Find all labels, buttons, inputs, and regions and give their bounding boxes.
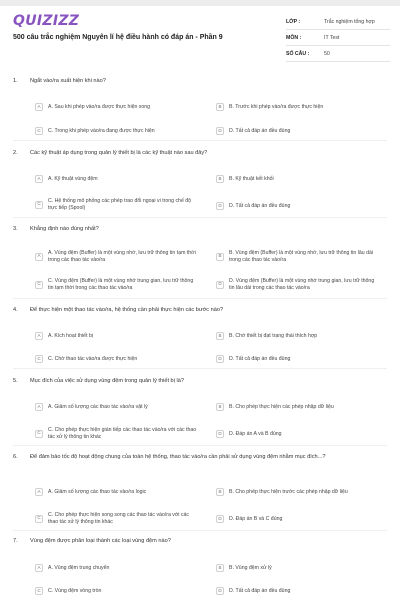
question-number: 3.	[13, 226, 18, 232]
divider	[13, 298, 387, 299]
option-text: D. Vùng đệm (Buffer) là một vùng nhớ trung gian, lưu trữ thông tin lâu dài trong các thao tác vào/ra	[229, 278, 375, 291]
option-text: A. Kỹ thuật vùng đệm	[48, 175, 98, 182]
option-letter: B	[216, 332, 224, 340]
option-c[interactable]	[35, 278, 198, 291]
question-7	[13, 538, 391, 594]
question-number: 1.	[13, 78, 18, 84]
option-letter: D	[216, 281, 224, 289]
divider	[13, 368, 387, 369]
option-a[interactable]	[35, 175, 198, 183]
option-b[interactable]	[216, 488, 379, 496]
option-text: C. Vùng đệm vòng tròn	[48, 587, 102, 594]
option-letter: C	[35, 587, 43, 595]
option-letter: A	[35, 488, 43, 496]
option-text: A. Giảm số lượng các thao tác vào/ra logic	[48, 488, 147, 495]
option-letter: D	[216, 430, 224, 438]
question-number: 5.	[13, 378, 18, 384]
question-text: Vùng đệm được phân loại thành các loại vùng đệm nào?	[30, 538, 171, 544]
option-text: D. Tất cả đáp án đều đúng	[229, 587, 291, 594]
option-text: C. Vùng đệm (Buffer) là một vùng nhớ trung gian, lưu trữ thông tin tạm thời trong các thao tác vào/ra	[48, 278, 194, 291]
option-letter: B	[216, 103, 224, 111]
option-d[interactable]	[216, 127, 379, 135]
option-letter: D	[216, 127, 224, 135]
option-text: C. Cho phép thực hiện song song các thao tác vào/ra với các thao tác xử lý thông tin khác	[48, 512, 189, 525]
option-a[interactable]	[35, 564, 198, 572]
question-text: Để thực hiện một thao tác vào/ra, hệ thống cần phải thực hiện các bước nào?	[30, 307, 224, 313]
option-letter: B	[216, 488, 224, 496]
option-letter: C	[35, 127, 43, 135]
option-text: B. Kỹ thuật kết khối	[229, 175, 274, 182]
top-bar	[0, 0, 400, 6]
meta-table	[286, 14, 390, 62]
meta-row-count	[286, 46, 390, 62]
meta-row-subject	[286, 30, 390, 46]
option-text: D. Tất cả đáp án đều đúng	[229, 127, 291, 134]
option-letter: B	[216, 403, 224, 411]
option-text: B. Vùng đệm (Buffer) là một vùng nhớ, lưu trữ thông tin lâu dài trong các thao tác vào/ra	[229, 250, 374, 263]
question-6	[13, 454, 391, 525]
question-text: Khẳng định nào đúng nhất?	[30, 226, 99, 232]
question-text: Ngắt vào/ra xuất hiện khi nào?	[30, 78, 106, 84]
option-letter: B	[216, 564, 224, 572]
divider	[13, 217, 387, 218]
meta-value: Trắc nghiệm tổng hợp	[324, 18, 375, 25]
question-2	[13, 150, 391, 211]
divider	[13, 530, 387, 531]
option-letter: C	[35, 201, 43, 209]
option-c[interactable]	[35, 198, 198, 211]
option-d[interactable]	[216, 587, 379, 595]
option-text: D. Tất cả đáp án đều đúng	[229, 202, 291, 209]
option-text: B. Trước khi phép vào/ra được thực hiện	[229, 103, 324, 110]
option-text: A. Sau khi phép vào/ra được thực hiện xong	[48, 103, 151, 110]
option-a[interactable]	[35, 488, 198, 496]
option-text: D. Đáp án B và C đúng	[229, 515, 283, 522]
option-text: B. Cho phép thực hiện các phép nhập dữ liệu	[229, 403, 334, 410]
meta-value: 50	[324, 50, 330, 57]
divider	[13, 445, 387, 446]
option-c[interactable]	[35, 127, 198, 135]
option-letter: D	[216, 587, 224, 595]
question-text: Mục đích của việc sử dụng vùng đệm trong quản lý thiết bị là?	[30, 378, 184, 384]
option-text: D. Tất cả đáp án đều đúng	[229, 355, 291, 362]
option-text: B. Chờ thiết bị đạt trạng thái thích hợp	[229, 332, 318, 339]
quizizz-logo: QUIZIZZ	[13, 13, 80, 29]
option-c[interactable]	[35, 355, 198, 363]
option-b[interactable]	[216, 250, 379, 263]
option-letter: A	[35, 403, 43, 411]
option-b[interactable]	[216, 175, 379, 183]
question-number: 7.	[13, 538, 18, 544]
option-a[interactable]	[35, 332, 198, 340]
page-title: 500 câu trắc nghiệm Nguyên lí hệ điều hành có đáp án - Phần 9	[13, 34, 223, 41]
question-text: Để đảm bảo tốc độ hoạt động chung của toàn hệ thống, thao tác vào/ra cần phải sử dụng vùng đệm nhằm mục đích...?	[30, 454, 326, 460]
meta-label: LỚP :	[286, 18, 301, 25]
divider	[13, 140, 387, 141]
option-b[interactable]	[216, 564, 379, 572]
option-b[interactable]	[216, 103, 379, 111]
option-letter: A	[35, 253, 43, 261]
option-text: A. Kích hoạt thiết bị	[48, 332, 93, 339]
option-b[interactable]	[216, 403, 379, 411]
option-letter: B	[216, 253, 224, 261]
option-text: B. Vùng đệm xử lý	[229, 564, 272, 571]
option-d[interactable]	[216, 430, 379, 438]
option-text: C. Hệ thống mô phỏng các phép trao đổi ngoại vi trong chế độ trực tiếp (Spool)	[48, 198, 192, 211]
question-1	[13, 78, 391, 134]
option-c[interactable]	[35, 512, 198, 525]
option-letter: C	[35, 281, 43, 289]
question-3	[13, 226, 391, 291]
question-4	[13, 307, 391, 362]
option-c[interactable]	[35, 587, 198, 595]
option-text: A. Vùng đệm trung chuyển	[48, 564, 110, 571]
option-d[interactable]	[216, 278, 379, 291]
meta-value: IT Test	[324, 34, 340, 41]
option-text: C. Chờ thao tác vào/ra được thực hiện	[48, 355, 138, 362]
option-letter: B	[216, 175, 224, 183]
option-letter: A	[35, 564, 43, 572]
option-letter: D	[216, 202, 224, 210]
question-text: Các kỹ thuật áp dụng trong quản lý thiết bị là các kỹ thuật nào sau đây?	[30, 150, 208, 156]
option-letter: A	[35, 175, 43, 183]
meta-label: MÔN :	[286, 34, 302, 41]
option-text: C. Trong khi phép vào/ra đang được thực hiện	[48, 127, 155, 134]
option-text: A. Giảm số lượng các thao tác vào/ra vật lý	[48, 403, 148, 410]
option-letter: C	[35, 430, 43, 438]
option-c[interactable]	[35, 427, 198, 440]
option-letter: A	[35, 103, 43, 111]
question-number: 6.	[13, 454, 18, 460]
option-a[interactable]	[35, 403, 198, 411]
option-letter: A	[35, 332, 43, 340]
option-letter: D	[216, 355, 224, 363]
option-letter: D	[216, 515, 224, 523]
option-d[interactable]	[216, 355, 379, 363]
option-text: B. Cho phép thực hiện trước các phép nhập dữ liệu	[229, 488, 348, 495]
option-a[interactable]	[35, 103, 198, 111]
option-d[interactable]	[216, 515, 379, 523]
meta-row-class	[286, 14, 390, 30]
option-letter: C	[35, 515, 43, 523]
option-a[interactable]	[35, 250, 198, 263]
option-letter: C	[35, 355, 43, 363]
option-b[interactable]	[216, 332, 379, 340]
option-text: D. Đáp án A và B đúng	[229, 430, 282, 437]
option-text: C. Cho phép thực hiện gián tiếp các thao tác vào/ra với các thao tác xử lý thông tin khác	[48, 427, 197, 440]
meta-label: SỐ CÂU :	[286, 50, 310, 57]
option-text: A. Vùng đệm (Buffer) là một vùng nhớ, lưu trữ thông tin tạm thời trong các thao tác vào/ra	[48, 250, 196, 263]
question-number: 4.	[13, 307, 18, 313]
question-5	[13, 378, 391, 440]
question-number: 2.	[13, 150, 18, 156]
option-d[interactable]	[216, 202, 379, 210]
